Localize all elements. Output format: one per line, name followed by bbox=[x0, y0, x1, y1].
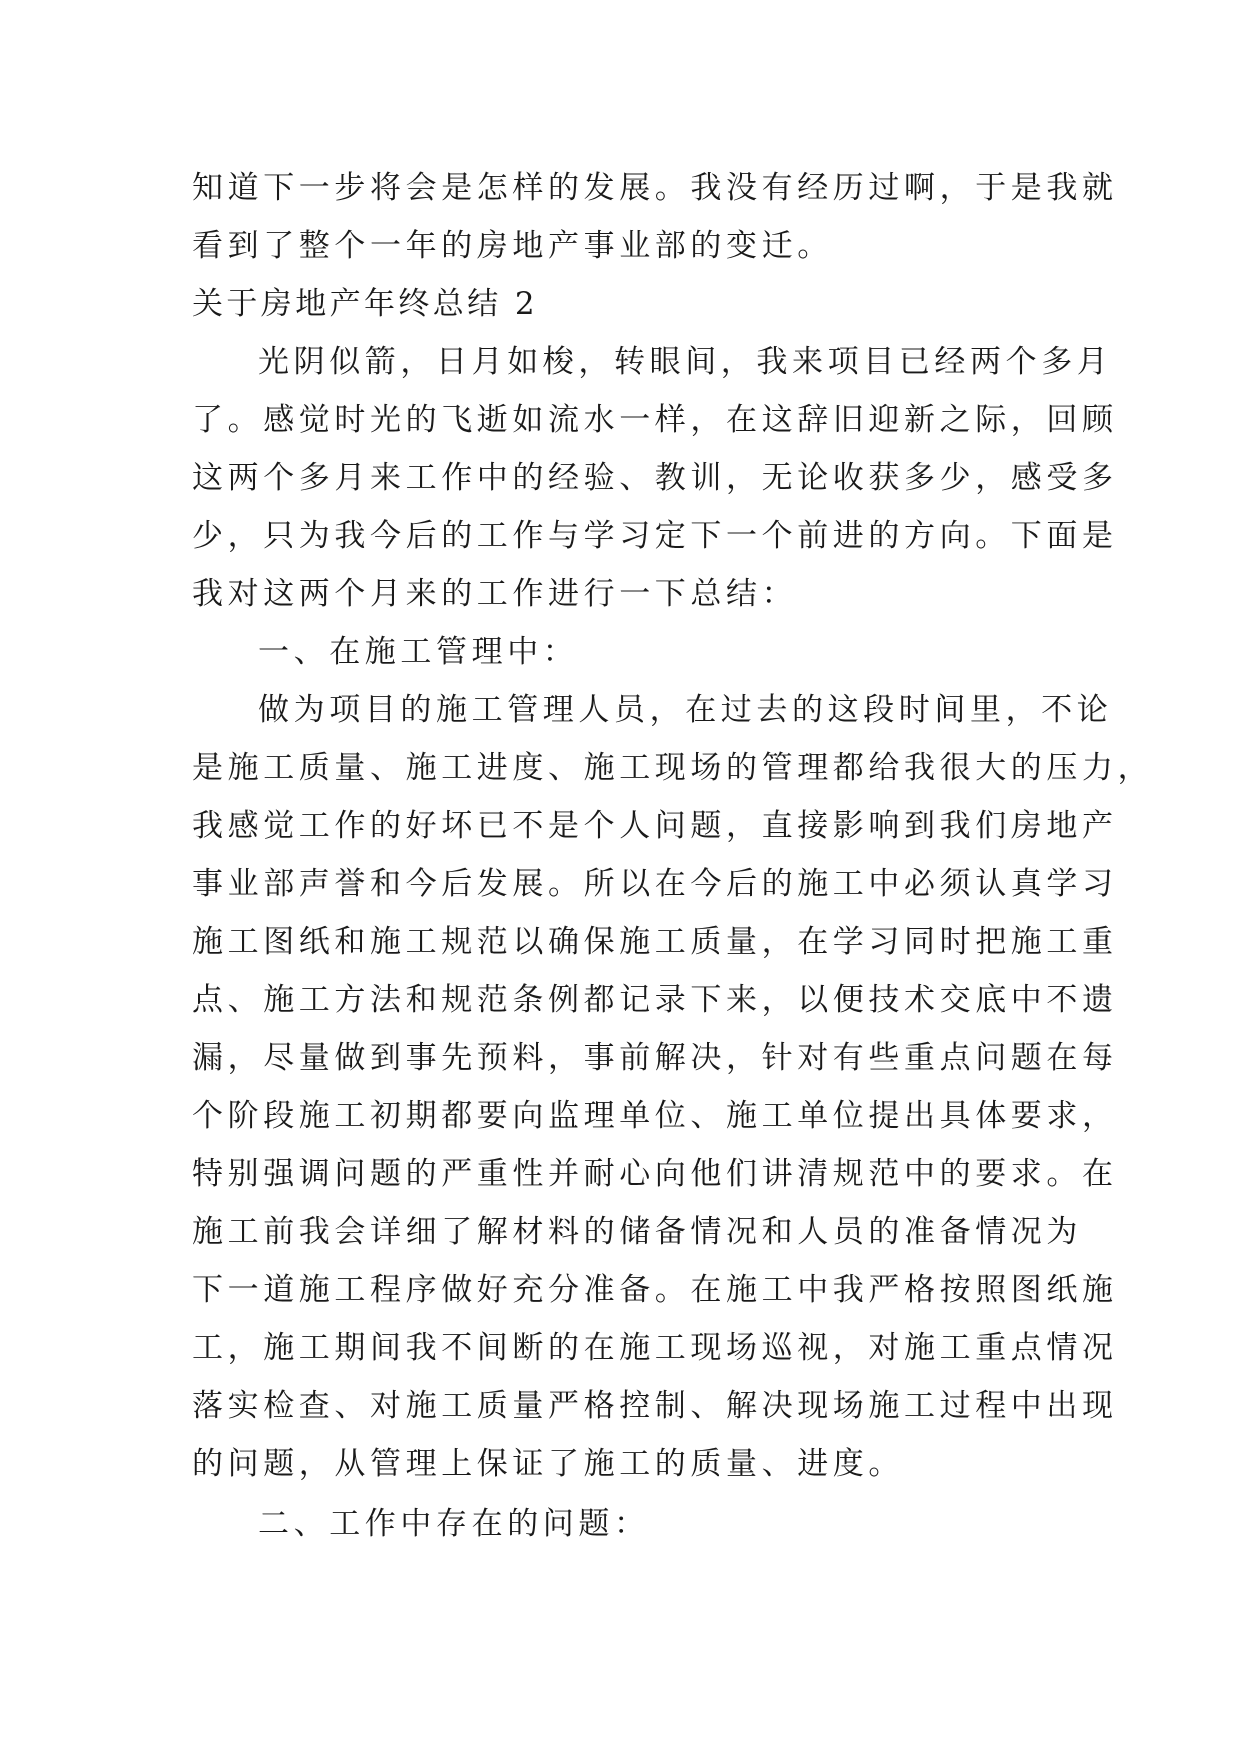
text-line: 点、施工方法和规范条例都记录下来，以便技术交底中不遗 bbox=[192, 982, 1118, 1018]
text-line: 了。感觉时光的飞逝如流水一样，在这辞旧迎新之际，回顾 bbox=[192, 402, 1118, 438]
heading-problems: 二、工作中存在的问题： bbox=[258, 1506, 650, 1542]
text-line: 做为项目的施工管理人员，在过去的这段时间里，不论 bbox=[258, 692, 1113, 728]
text-line: 特别强调问题的严重性并耐心向他们讲清规范中的要求。在 bbox=[192, 1156, 1118, 1192]
text-line: 知道下一步将会是怎样的发展。我没有经历过啊，于是我就 bbox=[192, 170, 1118, 206]
text-line: 施工前我会详细了解材料的储备情况和人员的准备情况为 bbox=[192, 1214, 1082, 1250]
text-line: 工，施工期间我不间断的在施工现场巡视，对施工重点情况 bbox=[192, 1330, 1118, 1366]
text-line: 个阶段施工初期都要向监理单位、施工单位提出具体要求， bbox=[192, 1098, 1118, 1134]
text-line: 漏，尽量做到事先预料，事前解决，针对有些重点问题在每 bbox=[192, 1040, 1118, 1076]
text-line: 光阴似箭，日月如梭，转眼间，我来项目已经两个多月 bbox=[258, 344, 1113, 380]
text-line: 落实检查、对施工质量严格控制、解决现场施工过程中出现 bbox=[192, 1388, 1118, 1424]
text-line: 看到了整个一年的房地产事业部的变迁。 bbox=[192, 228, 833, 264]
text-line: 这两个多月来工作中的经验、教训，无论收获多少，感受多 bbox=[192, 460, 1118, 496]
text-line: 我对这两个月来的工作进行一下总结： bbox=[192, 576, 798, 612]
section-title: 关于房地产年终总结 2 bbox=[192, 286, 538, 322]
text-line: 下一道施工程序做好充分准备。在施工中我严格按照图纸施 bbox=[192, 1272, 1118, 1308]
text-line: 少，只为我今后的工作与学习定下一个前进的方向。下面是 bbox=[192, 518, 1118, 554]
text-line: 事业部声誉和今后发展。所以在今后的施工中必须认真学习 bbox=[192, 866, 1118, 902]
text-line: 是施工质量、施工进度、施工现场的管理都给我很大的压力， bbox=[192, 750, 1154, 786]
text-line: 的问题，从管理上保证了施工的质量、进度。 bbox=[192, 1446, 904, 1482]
heading-construction-management: 一、在施工管理中： bbox=[258, 634, 579, 670]
text-line: 施工图纸和施工规范以确保施工质量，在学习同时把施工重 bbox=[192, 924, 1118, 960]
text-line: 我感觉工作的好坏已不是个人问题，直接影响到我们房地产 bbox=[192, 808, 1118, 844]
